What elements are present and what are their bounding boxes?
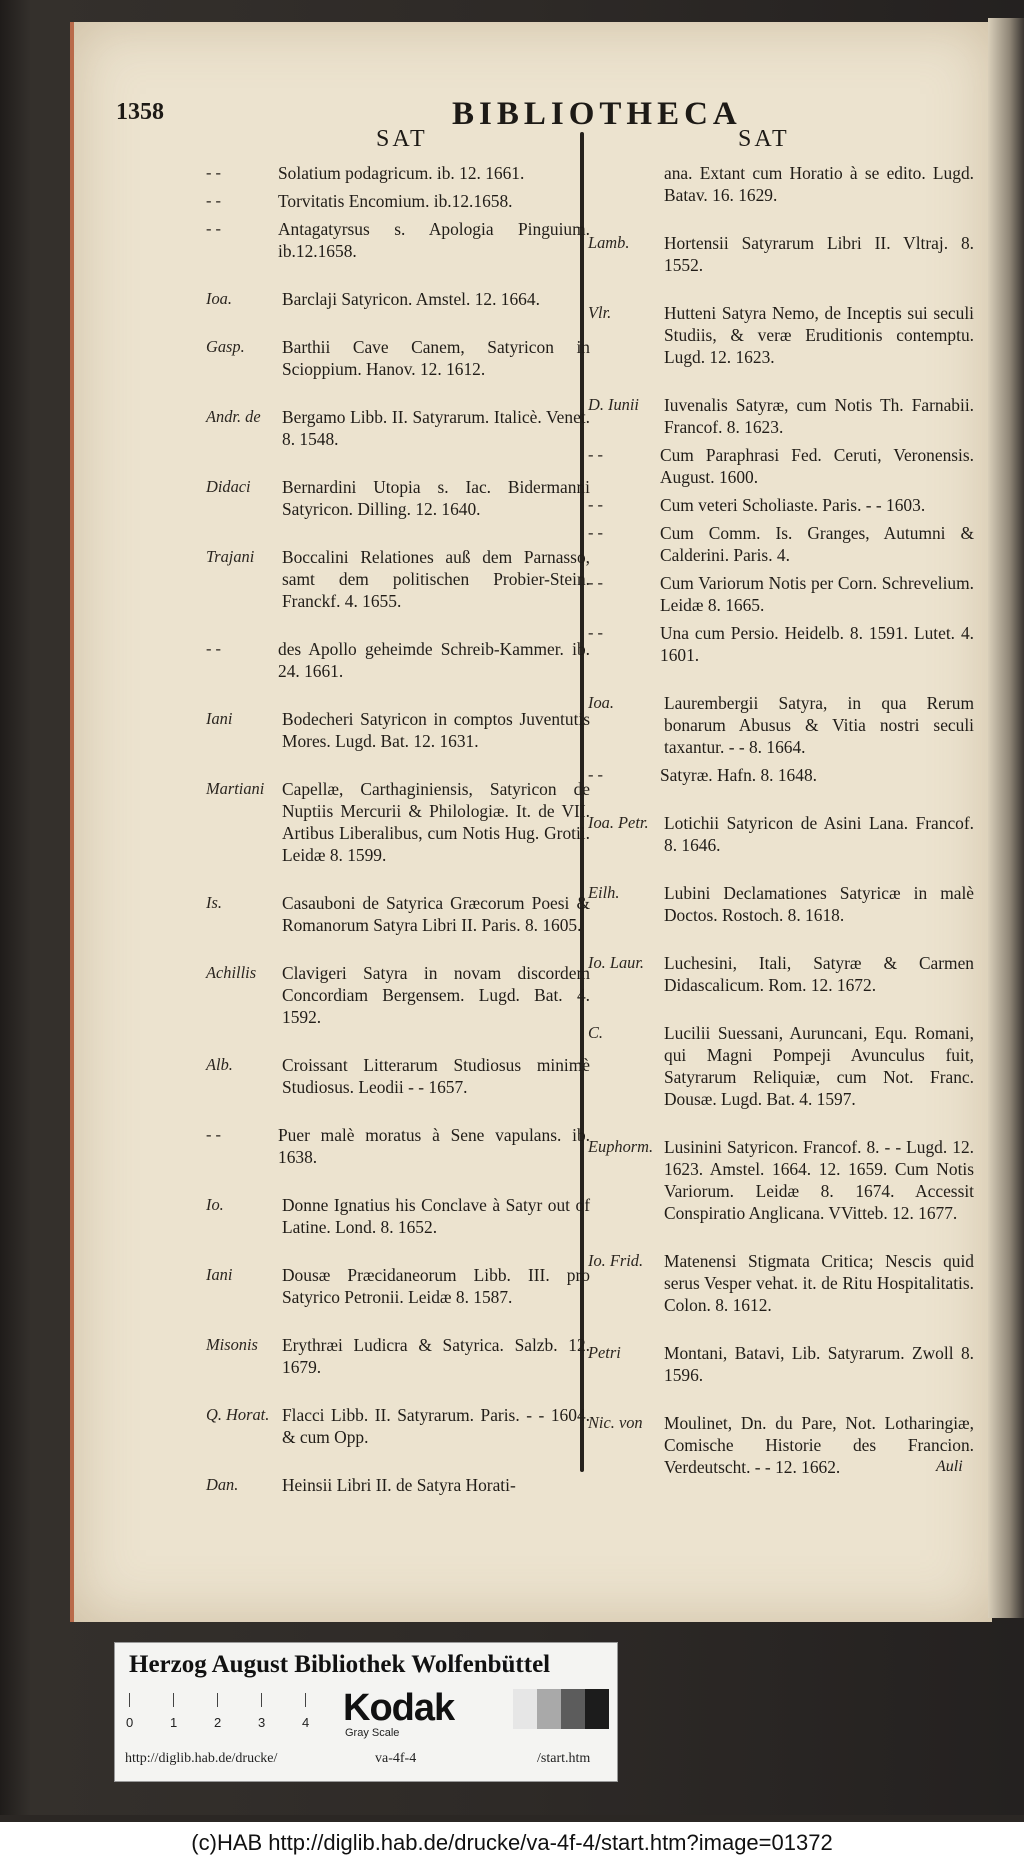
ruler-tick bbox=[173, 1693, 174, 1707]
entry-label: - - bbox=[588, 623, 604, 642]
target-url: http://diglib.hab.de/drucke/ bbox=[125, 1751, 278, 1766]
bib-entry bbox=[588, 812, 974, 856]
bib-entry bbox=[206, 892, 590, 936]
entry-text: Heinsii Libri II. de Satyra Horati- bbox=[282, 1475, 516, 1495]
bib-entry bbox=[588, 162, 974, 206]
ruler-number: 4 bbox=[302, 1715, 310, 1730]
bib-entry bbox=[206, 336, 590, 380]
entry-label: Ioa. Petr. bbox=[588, 813, 649, 832]
running-head: BIBLIOTHECA bbox=[452, 96, 742, 132]
shelfmark: va-4f-4 bbox=[375, 1751, 417, 1766]
bib-entry bbox=[588, 522, 974, 566]
credit-line: (c)HAB http://diglib.hab.de/drucke/va-4f-4/start.htm?image=01372 bbox=[0, 1822, 1024, 1864]
entry-label: Dan. bbox=[206, 1475, 239, 1494]
entry-text: Lotichii Satyricon de Asini Lana. Francof. 8. 1646. bbox=[664, 813, 974, 855]
ruler-number: 2 bbox=[214, 1715, 222, 1730]
entry-text: Capellæ, Carthaginiensis, Satyricon de Nuptiis Mercurii & Philologiæ. It. de VII. Artibus Liberalibus, cum Notis Hug. Grotii. Leidæ 8. 1599. bbox=[282, 779, 590, 865]
entry-text: Lubini Declamationes Satyricæ in malè Doctos. Rostoch. 8. 1618. bbox=[664, 883, 974, 925]
entry-label: Nic. von bbox=[588, 1413, 643, 1432]
entry-text: Luchesini, Itali, Satyræ & Carmen Didascalicum. Rom. 12. 1672. bbox=[664, 953, 974, 995]
bib-entry bbox=[206, 708, 590, 752]
entry-text: Erythræi Ludicra & Satyrica. Salzb. 12. 1679. bbox=[282, 1335, 590, 1377]
entry-text: Lucilii Suessani, Auruncani, Equ. Romani, qui Magni Pompeji Avunculus fuit, Satyrarum Reliquiæ, cum Not. Franc. Dousæ. Lugd. Bat. 4. 1597. bbox=[664, 1023, 974, 1109]
bib-entry bbox=[588, 882, 974, 926]
entry-text: ana. Extant cum Horatio à se edito. Lugd. Batav. 16. 1629. bbox=[664, 163, 974, 205]
entry-text: Bodecheri Satyricon in comptos Juventutis Mores. Lugd. Bat. 12. 1631. bbox=[282, 709, 590, 751]
entry-text: Hutteni Satyra Nemo, de Inceptis sui seculi Studiis, & veræ Eruditionis contemptu. Lugd. 12. 1623. bbox=[664, 303, 974, 367]
bib-entry bbox=[588, 1342, 974, 1386]
ruler-number: 0 bbox=[126, 1715, 134, 1730]
left-column-head: SAT bbox=[376, 126, 428, 152]
left-column bbox=[206, 162, 590, 1522]
entry-label: Io. Frid. bbox=[588, 1251, 644, 1270]
entry-label: - - bbox=[588, 573, 604, 592]
entry-text: Casauboni de Satyrica Græcorum Poesi & Romanorum Satyra Libri II. Paris. 8. 1605. bbox=[282, 893, 590, 935]
entry-text: Torvitatis Encomium. ib.12.1658. bbox=[278, 191, 513, 211]
bib-entry bbox=[588, 494, 974, 516]
entry-text: Hortensii Satyrarum Libri II. Vltraj. 8. 1552. bbox=[664, 233, 974, 275]
entry-label: - - bbox=[588, 523, 604, 542]
bib-entry bbox=[206, 1264, 590, 1308]
ruler-tick bbox=[129, 1693, 130, 1707]
bib-entry bbox=[588, 394, 974, 438]
ruler-tick bbox=[217, 1693, 218, 1707]
bib-entry bbox=[206, 406, 590, 450]
entry-label: Q. Horat. bbox=[206, 1405, 270, 1424]
entry-label: C. bbox=[588, 1023, 604, 1042]
entry-label: Iani bbox=[206, 709, 233, 728]
entry-label: D. Iunii bbox=[588, 395, 639, 414]
bib-entry bbox=[588, 952, 974, 996]
entry-label: Ioa. bbox=[588, 693, 614, 712]
bib-entry bbox=[588, 1022, 974, 1110]
ruler-number: 3 bbox=[258, 1715, 266, 1730]
bib-entry bbox=[206, 778, 590, 866]
entry-label: Eilh. bbox=[588, 883, 620, 902]
entry-label: - - bbox=[206, 163, 222, 182]
scale-ruler bbox=[126, 1693, 329, 1730]
entry-text: Una cum Persio. Heidelb. 8. 1591. Lutet. 4. 1601. bbox=[660, 623, 974, 665]
page-edge bbox=[988, 18, 1024, 1618]
gray-patch bbox=[561, 1689, 585, 1729]
bib-entry bbox=[588, 764, 974, 786]
entry-label: Didaci bbox=[206, 477, 251, 496]
bib-entry bbox=[206, 962, 590, 1028]
bib-entry bbox=[206, 190, 590, 212]
entry-label: Alb. bbox=[206, 1055, 233, 1074]
entry-text: Cum Variorum Notis per Corn. Schrevelium. Leidæ 8. 1665. bbox=[660, 573, 974, 615]
entry-label: Trajani bbox=[206, 547, 255, 566]
entry-text: Bergamo Libb. II. Satyrarum. Italicè. Venet. 8. 1548. bbox=[282, 407, 590, 449]
ruler-tick bbox=[305, 1693, 306, 1707]
bib-entry bbox=[588, 444, 974, 488]
entry-label: Io. bbox=[206, 1195, 224, 1214]
entry-label: Vlr. bbox=[588, 303, 612, 322]
entry-label: Is. bbox=[206, 893, 222, 912]
entry-text: Solatium podagricum. ib. 12. 1661. bbox=[278, 163, 525, 183]
institution-name: Herzog August Bibliothek Wolfenbüttel bbox=[129, 1651, 551, 1678]
entry-label: - - bbox=[206, 639, 222, 658]
bib-entry bbox=[206, 546, 590, 612]
bib-entry bbox=[588, 1136, 974, 1224]
gray-patch bbox=[585, 1689, 609, 1729]
entry-label: Iani bbox=[206, 1265, 233, 1284]
bib-entry bbox=[588, 1412, 974, 1478]
bib-entry bbox=[206, 218, 590, 262]
entry-text: Puer malè moratus à Sene vapulans. ib. 1638. bbox=[278, 1125, 590, 1167]
entry-text: Cum Comm. Is. Granges, Autumni & Calderini. Paris. 4. bbox=[660, 523, 974, 565]
gray-patch bbox=[537, 1689, 561, 1729]
bib-entry bbox=[206, 1194, 590, 1238]
entry-label: - - bbox=[206, 219, 222, 238]
entry-label: Io. Laur. bbox=[588, 953, 645, 972]
ruler-tick bbox=[261, 1693, 262, 1707]
entry-label: - - bbox=[588, 445, 604, 464]
entry-text: Barthii Cave Canem, Satyricon in Scioppium. Hanov. 12. 1612. bbox=[282, 337, 590, 379]
entry-text: Cum Paraphrasi Fed. Ceruti, Veronensis. August. 1600. bbox=[660, 445, 974, 487]
entry-label: - - bbox=[588, 495, 604, 514]
right-column-head: SAT bbox=[738, 126, 790, 152]
page-number: 1358 bbox=[116, 99, 164, 125]
entry-label: Misonis bbox=[206, 1335, 258, 1354]
bib-entry bbox=[206, 638, 590, 682]
entry-text: Croissant Litterarum Studiosus minimè Studiosus. Leodii - - 1657. bbox=[282, 1055, 590, 1097]
catchword: Auli bbox=[936, 1458, 963, 1475]
entry-text: Iuvenalis Satyræ, cum Notis Th. Farnabii. Francof. 8. 1623. bbox=[664, 395, 974, 437]
entry-label: - - bbox=[206, 1125, 222, 1144]
gray-scale-label: Gray Scale bbox=[345, 1727, 400, 1739]
kodak-logo: Kodak bbox=[343, 1687, 455, 1729]
bib-entry bbox=[206, 1124, 590, 1168]
bib-entry bbox=[588, 1250, 974, 1316]
entry-text: Cum veteri Scholiaste. Paris. - - 1603. bbox=[660, 495, 926, 515]
entry-text: Donne Ignatius his Conclave à Satyr out of Latine. Lond. 8. 1652. bbox=[282, 1195, 590, 1237]
entry-text: Clavigeri Satyra in novam discordem Concordiam Bergensem. Lugd. Bat. 4. 1592. bbox=[282, 963, 590, 1027]
bib-entry bbox=[206, 1054, 590, 1098]
entry-text: Moulinet, Dn. du Pare, Not. Lotharingiæ, Comische Historie des Francion. Verdeutscht. - - 12. 1662. bbox=[664, 1413, 974, 1477]
right-column bbox=[588, 162, 974, 1504]
entry-text: Boccalini Relationes auß dem Parnasso, samt dem politischen Probier-Stein. Franckf. 4. 1655. bbox=[282, 547, 590, 611]
bib-entry bbox=[206, 162, 590, 184]
bib-entry bbox=[206, 1404, 590, 1448]
entry-text: Flacci Libb. II. Satyrarum. Paris. - - 1604. & cum Opp. bbox=[282, 1405, 590, 1447]
entry-text: Lusinini Satyricon. Francof. 8. - - Lugd. 12. 1623. Amstel. 1664. 12. 1659. Cum Notis Variorum. Leidæ 8. 1674. Accessit Conspiratio Anglicana. VVitteb. 12. 1677. bbox=[664, 1137, 974, 1223]
entry-label: - - bbox=[588, 765, 604, 784]
entry-text: Matenensi Stigmata Critica; Nescis quid serus Vesper vehat. it. de Ritu Hospitalitatis. Colon. 8. 1612. bbox=[664, 1251, 974, 1315]
entry-text: Dousæ Præcidaneorum Libb. III. pro Satyrico Petronii. Leidæ 8. 1587. bbox=[282, 1265, 590, 1307]
color-target-card bbox=[114, 1642, 618, 1782]
start-path: /start.htm bbox=[537, 1751, 591, 1766]
ruler-number: 1 bbox=[170, 1715, 178, 1730]
entry-label: Euphorm. bbox=[588, 1137, 654, 1156]
bib-entry bbox=[588, 302, 974, 368]
entry-label: Lamb. bbox=[588, 233, 630, 252]
entry-text: Barclaji Satyricon. Amstel. 12. 1664. bbox=[282, 289, 540, 309]
bib-entry bbox=[588, 622, 974, 666]
gray-patch bbox=[513, 1689, 537, 1729]
entry-text: Antagatyrsus s. Apologia Pinguium. ib.12.1658. bbox=[278, 219, 590, 261]
bib-entry bbox=[588, 232, 974, 276]
entry-text: Bernardini Utopia s. Iac. Bidermanni Satyricon. Dilling. 12. 1640. bbox=[282, 477, 590, 519]
entry-label: Gasp. bbox=[206, 337, 245, 356]
entry-label: Achillis bbox=[206, 963, 257, 982]
entry-label: Petri bbox=[588, 1343, 621, 1362]
entry-text: Satyræ. Hafn. 8. 1648. bbox=[660, 765, 817, 785]
bib-entry bbox=[206, 476, 590, 520]
bib-entry bbox=[588, 572, 974, 616]
entry-text: Laurembergii Satyra, in qua Rerum bonarum Abusus & Vitia nostri seculi taxantur. - - 8. 1664. bbox=[664, 693, 974, 757]
bib-entry bbox=[206, 1474, 590, 1496]
entry-text: Montani, Batavi, Lib. Satyrarum. Zwoll 8. 1596. bbox=[664, 1343, 974, 1385]
entry-label: Martiani bbox=[206, 779, 265, 798]
bib-entry bbox=[206, 1334, 590, 1378]
entry-label: - - bbox=[206, 191, 222, 210]
bib-entry bbox=[588, 692, 974, 758]
entry-text: des Apollo geheimde Schreib-Kammer. ib. 24. 1661. bbox=[278, 639, 590, 681]
entry-label: Andr. de bbox=[206, 407, 261, 426]
bib-entry bbox=[206, 288, 590, 310]
entry-label: Ioa. bbox=[206, 289, 232, 308]
